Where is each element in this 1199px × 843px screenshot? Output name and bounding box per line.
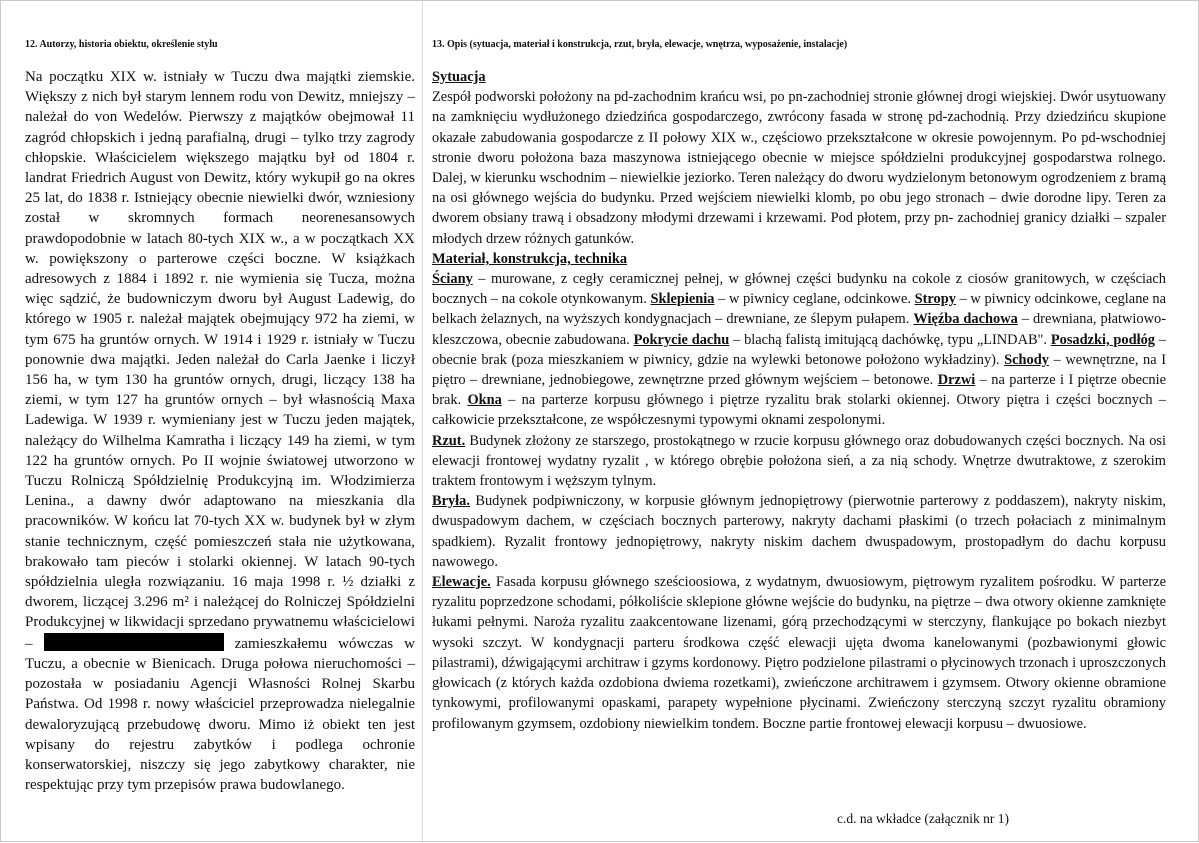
section-material (432, 249, 1166, 431)
section-rzut (432, 431, 1166, 492)
section-sytuacja (432, 67, 1166, 249)
bryla-label: Bryła. (432, 493, 470, 510)
pokrycie-label: Pokrycie dachu (633, 331, 730, 348)
drzwi-text: – na parterze i I piętrze obecnie brak. (432, 372, 1166, 409)
wiezba-text: – drewniana, płatwiowo-kleszczowa, obecnie zabudowana. (432, 311, 1167, 348)
pokrycie-text: – blachą falistą imitującą dachówkę, typu „LINDAB". (729, 331, 1051, 348)
elewacje-text: Fasada korpusu głównego sześcioosiowa, z wydatnym, dwuosiowym, piętrowym ryzalitem pośrodku. W parterze ryzalitu poprzedzone schodami, półkoliście sklepione główne wejście do budynku, na piętrze – dwa otwory okienne zamknięte łukami pełnymi. Naroża ryzalitu zaakcentowane lizenami, górą przechodzącymi w sterczyny, flankujące po bokach niezbyt wysoki szczyt. W kondygnacji parteru środkowa część elewacji ujęta dwoma kanelowanymi (pozbawionymi głowic pilastrami), dźwigającymi architraw i gzyms kordonowy. Piętro podzielone pilastrami o płycinowych trzonach i uproszczonych głowicach (z których każda ozdobiona dwiema rozetkami), zwieńczone architrawem i gzymsem. Otwory okienne obramione tynkowymi, profilowanymi opaskami, parapety wypełnione płycinami. Zwieńczony sterczyną szczyt ryzalitu obramiony profilowanym gzymsem, ozdobiony niewielkim tondem. Boczne partie frontowej elewacji korpusu – dwuosiowe. (432, 574, 1166, 732)
elewacje-label: Elewacje. (432, 574, 491, 591)
rzut-text: Budynek złożony ze starszego, prostokątnego w rzucie korpusu głównego oraz dobudowanych części bocznych. Na osi elewacji frontowej wydatny ryzalit , w którego obrębie położona sień, a za nią schody. Wnętrze dwutraktowe, z szerokim traktem frontowym i węższym tylnym. (432, 432, 1166, 490)
posadzki-text: – obecnie brak (poza mieszkaniem w piwnicy, gdzie na wylewki betonowe położono wykładziny). (432, 331, 1166, 368)
redacted-name-block (44, 633, 224, 651)
rzut-label: Rzut. (432, 432, 466, 449)
stropy-label: Stropy (914, 291, 956, 308)
sytuacja-text: Zespół podworski położony na pd-zachodnim krańcu wsi, po pn-zachodniej stronie głównej drogi wiejskiej. Dwór usytuowany na zamknięciu wydłużonego dziedzińca gospodarczego, zwrócony fasada w stronę pd-zachodnią. Przy dziedzińcu skupione okazałe zabudowania gospodarcze z II połowy XIX w., częściowo przekształcone w okresie powojennym. Po pd-wschodniej stronie dworu położona baza maszynowa istniejącego obecnie w miejsce spółdzielni produkcyjnej gospodarstwa rolnego. Dalej, w kierunku wschodnim – niewielkie jeziorko. Teren należący do dworu wydzielonym betonowym ogrodzeniem z bramą na osi głównego wejścia do budynku. Przed wejściem niewielki klomb, po obu jego stronach – dwie dorodne lipy. Teren za dworem obsiany trawą i obsadzony młodymi drzewami i krzewami. Pod płotem, przy pn- zachodniej granicy działki – szpaler młodych drzew różnych gatunków. (432, 89, 1166, 247)
history-paragraph-continued: zamieszkałemu wówczas w Tuczu, a obecnie w Bienicach. Druga połowa nieruchomości – pozostała w posiadaniu Agencji Własności Rolnej Skarbu Państwa. Od 1998 r. nowy właściciel przeprowadza nielegalnie dewaloryzującą przebudowę dworu. Mimo iż obiekt ten jest wpisany do rejestru zabytków i podlega ochronie konserwatorskiej, niszczy się jego zabytkowy charakter, nie respektując przy tym przepisów prawa budowlanego. (25, 635, 416, 794)
sciany-label: Ściany (432, 271, 473, 288)
wiezba-label: Więźba dachowa (913, 311, 1018, 328)
posadzki-label: Posadzki, podłóg (1050, 331, 1155, 348)
history-heading: 12. Autorzy, historia obiektu, określenie stylu (25, 39, 218, 50)
description-heading: 13. Opis (sytuacja, materiał i konstrukcja, rzut, bryła, elewacje, wnętrza, wyposażenie, instalacje) (432, 39, 848, 50)
okna-text: – na parterze korpusu głównego i piętrze ryzalitu brak stolarki okiennej. Otwory piętra i części bocznych – całkowicie przekształcone, ze współczesnymi typowymi oknami zespolonymi. (432, 392, 1167, 429)
sciany-text: – murowane, z cegły ceramicznej pełnej, w głównej części budynku na cokole z ciosów granitowych, w częściach bocznych – na cokole otynkowanym. (432, 271, 1166, 308)
history-column (25, 39, 415, 795)
sklepienia-text: – w piwnicy ceglane, odcinkowe. (714, 291, 915, 308)
material-label: Materiał, konstrukcja, technika (432, 250, 628, 267)
history-paragraph: Na początku XIX w. istniały w Tuczu dwa majątki ziemskie. Większy z nich był starym lennem rodu von Dewitz, mniejszy – należał do von Wedelów. Pierwszy z majątków obejmował 11 zagród chłopskich i jedną parafialną, drugi – tylko trzy zagrody chłopskie. Właścicielem większego majątku był od 1804 r. landrat Friedrich August von Dewitz, który wykupił go na okres 25 lat, do 1838 r. Istniejący obecnie niewielki dwór, wzniesiony został w skromnych formach neorenesansowych prawdopodobnie w latach 80-tych XIX w., a w początkach XX w. powiększony o parterowe części boczne. W książkach adresowych z 1884 i 1892 r. nie wymienia się Tucza, można więc sądzić, że budowniczym dworu był August Ladewig, do którego w 1905 r. należał majątek obejmujący 972 ha ziemi, w tym 675 ha gruntów ornych. W 1914 i 1929 r. istniały w Tuczu ponownie dwa majątki. Jeden należał do Carla Jaenke i liczył 156 ha, w tym 130 ha gruntów ornych, drugi, liczący 138 ha ziemi, w tym 127 ha gruntów ornych – był własnością Maxa Ladewiga. W 1939 r. wymieniany jest w Tuczu jeden majątek, należący do Wilhelma Kamratha i liczący 149 ha ziemi, w tym 122 ha gruntów ornych. Po II wojnie światowej utworzono w Tuczu Rolniczą Spółdzielnię Produkcyjną im. Włodzimierza Lenina., a dawny dwór adaptowano na mieszkania dla pracowników. W końcu lat 70-tych XX w. budynek był w złym stanie technicznym, część pomieszczeń stała nie użytkowana, brakowało tam pieców i stolarki okiennej. W latach 90-tych spółdzielnia uległa rozwiązaniu. 16 maja 1998 r. ½ działki z dworem, liczącej 3.296 m² i należącej do Rolniczej Spółdzielni Produkcyjnej w likwidacji sprzedano prywatnemu właścicielowi – (25, 69, 415, 652)
sklepienia-label: Sklepienia (650, 291, 715, 308)
column-divider (422, 1, 423, 843)
continuation-note: c.d. na wkładce (załącznik nr 1) (837, 811, 1010, 826)
schody-text: – wewnętrzne, na I piętro – drewniane, jednobiegowe, zewnętrzne przed głównym wejściem – betonowe. (432, 351, 1166, 389)
description-text (432, 67, 1166, 734)
history-text (25, 67, 415, 795)
bryla-text: Budynek podpiwniczony, w korpusie głównym jednopiętrowy (pierwotnie parterowy z poddaszem), nakryty niskim, dwuspadowym dachem, w częściach bocznych parterowy, nakryty dachami płaskimi (o trzech połaciach z minimalnym spadkiem). Ryzalit frontowy jednopiętrowy, nakryty niskim dachem dwuspadowym, prostopadłym do dachu korpusu nawowego. (432, 493, 1166, 570)
description-column (432, 39, 1166, 734)
stropy-text: – w piwnicy odcinkowe, ceglane na belkach żelaznych, na wyższych kondygnacjach – drewniane, ze ślepym pułapem. (432, 291, 1167, 328)
sytuacja-label: Sytuacja (432, 69, 486, 85)
drzwi-label: Drzwi (937, 372, 976, 389)
schody-label: Schody (1004, 351, 1049, 368)
section-elewacje (432, 572, 1166, 734)
section-bryla (432, 491, 1166, 572)
okna-label: Okna (467, 392, 502, 409)
